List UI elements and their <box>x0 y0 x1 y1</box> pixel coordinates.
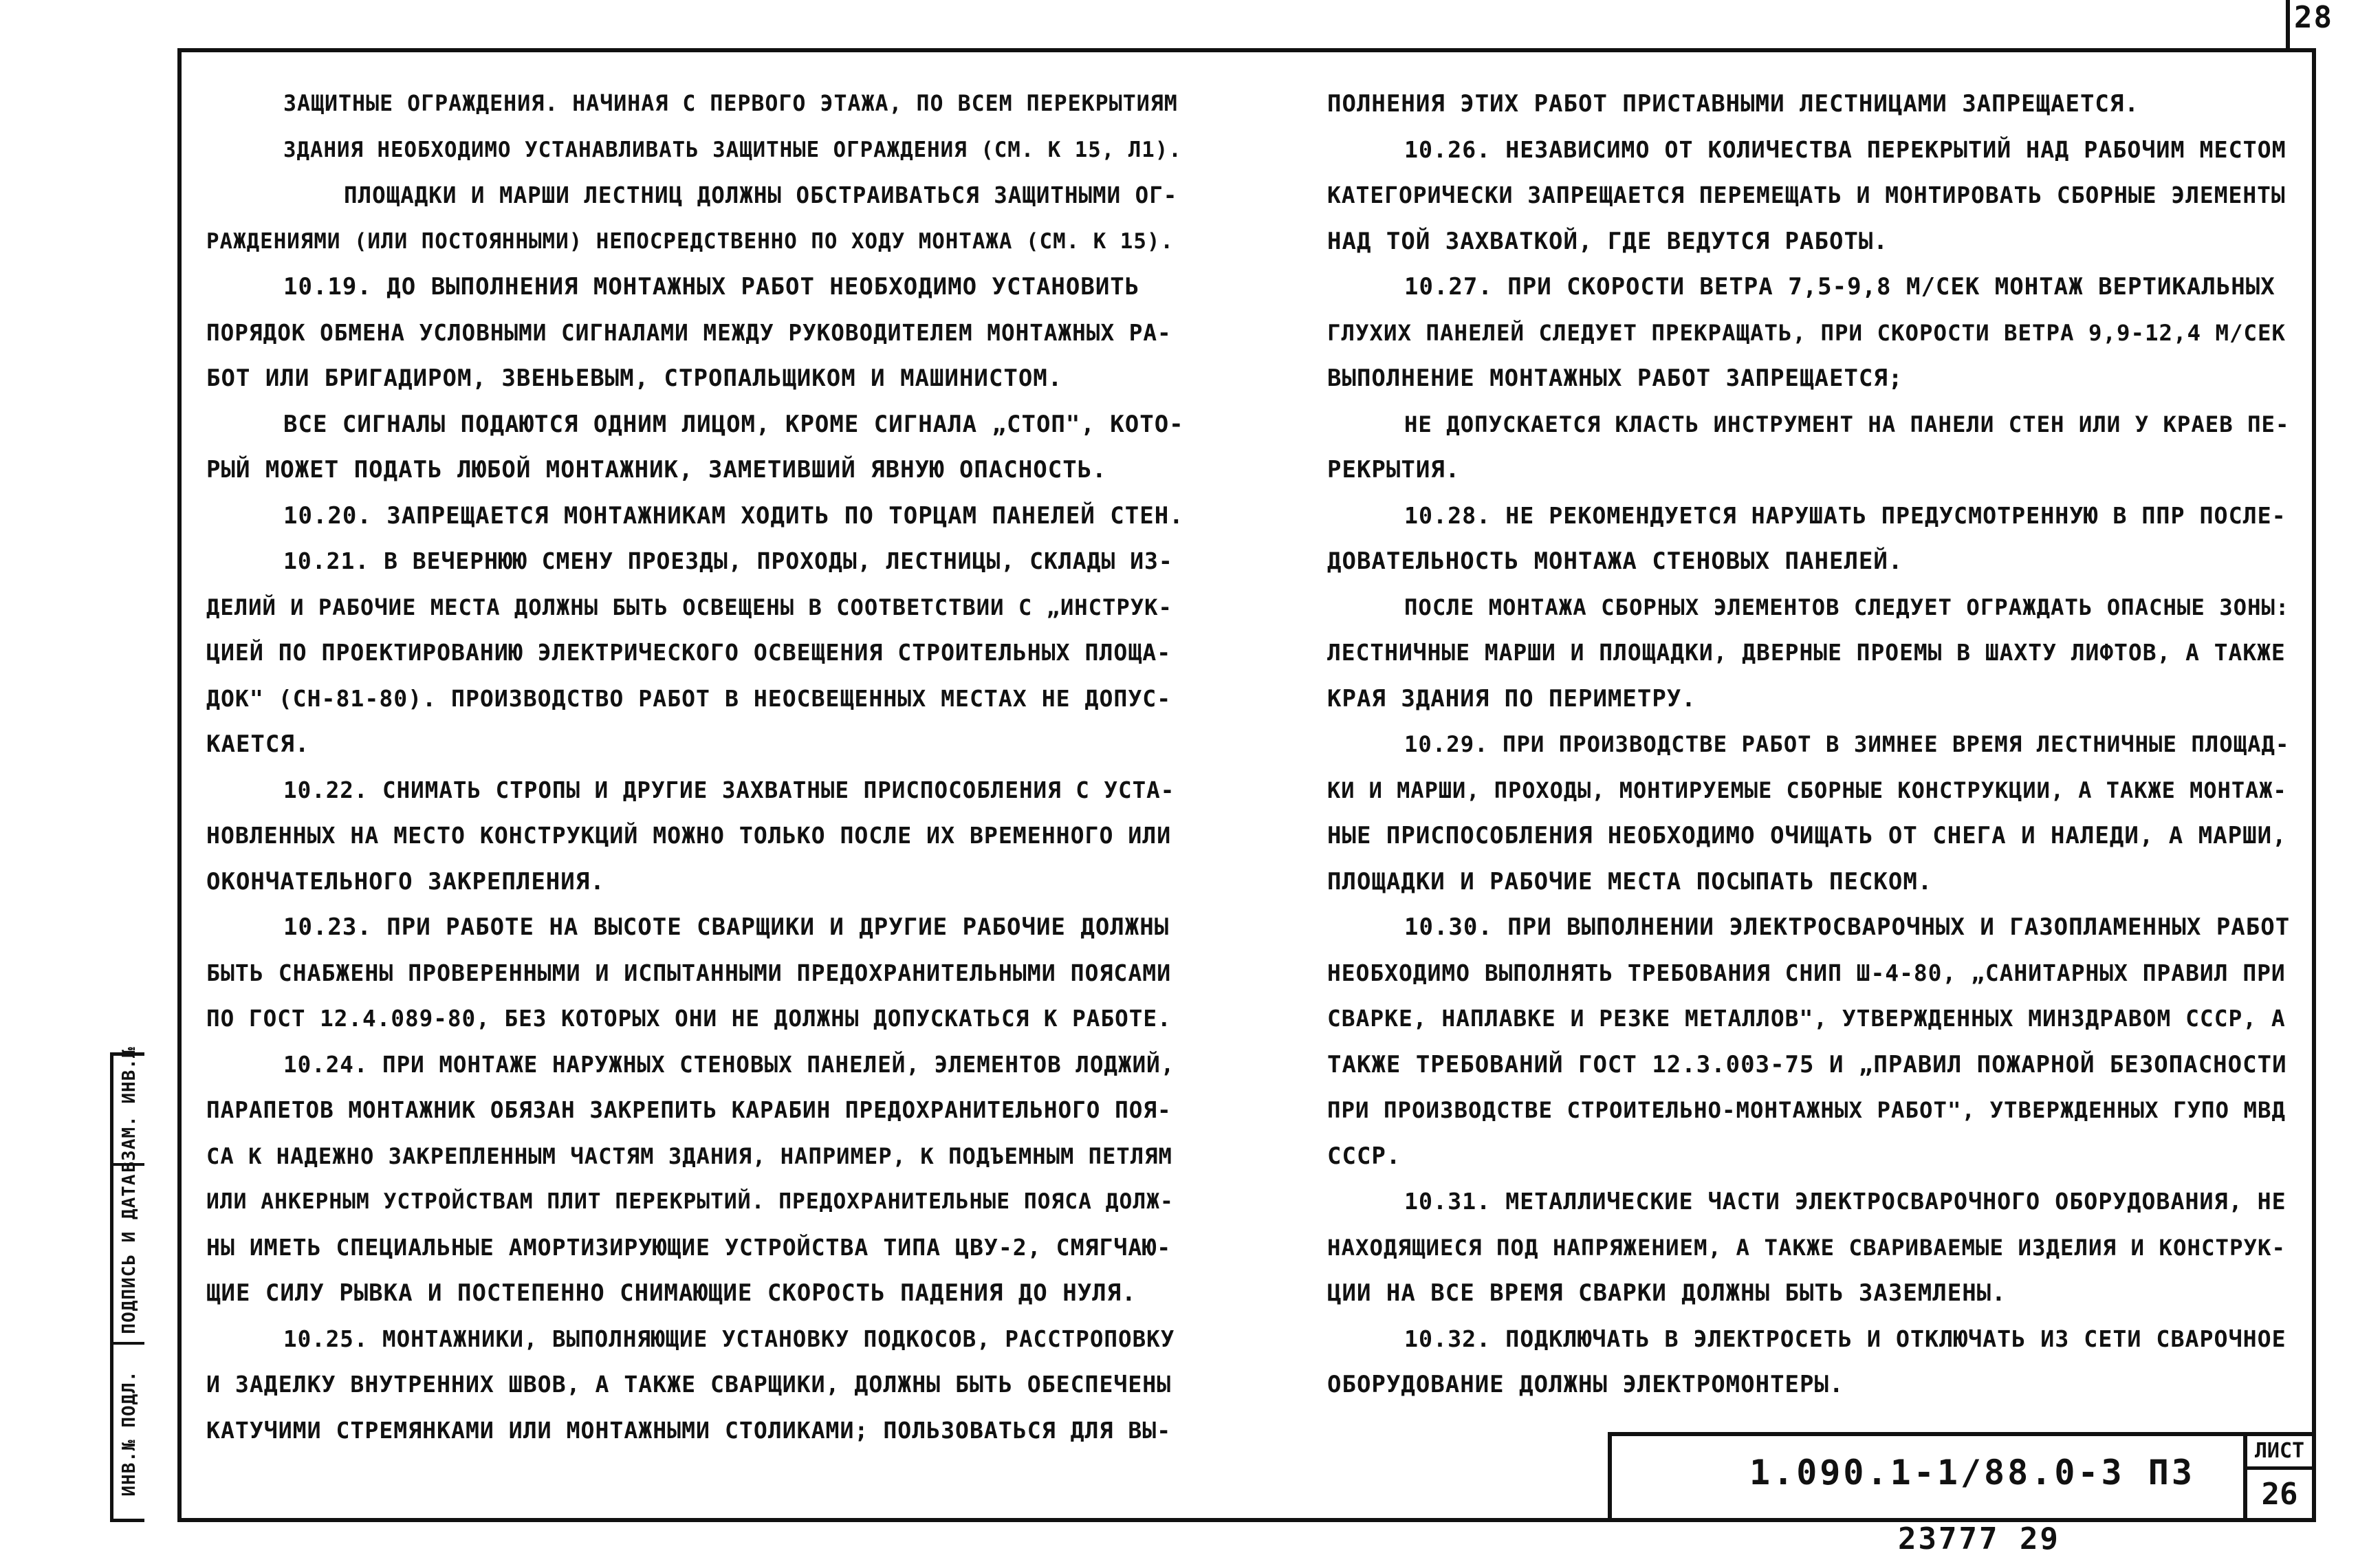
text-line: КАТЕГОРИЧЕСКИ ЗАПРЕЩАЕТСЯ ПЕРЕМЕЩАТЬ И МОНТИРОВАТЬ СБОРНЫЕ ЭЛЕМЕНТЫ <box>1327 182 2286 208</box>
text-line: НЫЕ ПРИСПОСОБЛЕНИЯ НЕОБХОДИМО ОЧИЩАТЬ ОТ СНЕГА И НАЛЕДИ, А МАРШИ, <box>1327 822 2287 849</box>
side-cell-inventory-label: ИНВ.№ ПОДЛ. <box>118 1370 140 1497</box>
text-line: ПОРЯДОК ОБМЕНА УСЛОВНЫМИ СИГНАЛАМИ МЕЖДУ РУКОВОДИТЕЛЕМ МОНТАЖНЫХ РА- <box>206 319 1172 346</box>
text-line: ОБОРУДОВАНИЕ ДОЛЖНЫ ЭЛЕКТРОМОНТЕРЫ. <box>1327 1371 1844 1398</box>
text-line: ВСЕ СИГНАЛЫ ПОДАЮТСЯ ОДНИМ ЛИЦОМ, КРОМЕ СИГНАЛА „СТОП", КОТО- <box>283 410 1184 438</box>
text-line: ПЛОЩАДКИ И РАБОЧИЕ МЕСТА ПОСЫПАТЬ ПЕСКОМ. <box>1327 867 1933 896</box>
text-line: ПРИ ПРОИЗВОДСТВЕ СТРОИТЕЛЬНО-МОНТАЖНЫХ РАБОТ", УТВЕРЖДЕННЫХ ГУПО МВД <box>1327 1097 2286 1123</box>
text-line: ЗДАНИЯ НЕОБХОДИМО УСТАНАВЛИВАТЬ ЗАЩИТНЫЕ ОГРАЖДЕНИЯ (СМ. К 15, Л1). <box>283 137 1182 162</box>
text-line: 10.26. НЕЗАВИСИМО ОТ КОЛИЧЕСТВА ПЕРЕКРЫТИЙ НАД РАБОЧИМ МЕСТОМ <box>1404 135 2286 163</box>
sheet-number: 26 <box>2261 1477 2298 1512</box>
text-line: ВЫПОЛНЕНИЕ МОНТАЖНЫХ РАБОТ ЗАПРЕЩАЕТСЯ; <box>1327 365 1903 392</box>
text-line: СВАРКЕ, НАПЛАВКЕ И РЕЗКЕ МЕТАЛЛОВ", УТВЕРЖДЕННЫХ МИНЗДРАВОМ СССР, А <box>1327 1005 2286 1032</box>
top-page-number: 28 <box>2294 0 2333 35</box>
text-line: ДЕЛИЙ И РАБОЧИЕ МЕСТА ДОЛЖНЫ БЫТЬ ОСВЕЩЕНЫ В СООТВЕТСТВИИ С „ИНСТРУК- <box>206 594 1172 620</box>
right-text-column <box>1327 81 2304 1408</box>
text-line: ДОК" (СН-81-80). ПРОИЗВОДСТВО РАБОТ В НЕОСВЕЩЕННЫХ МЕСТАХ НЕ ДОПУС- <box>206 684 1172 712</box>
text-line: ДОВАТЕЛЬНОСТЬ МОНТАЖА СТЕНОВЫХ ПАНЕЛЕЙ. <box>1327 547 1903 575</box>
side-stamp <box>110 1046 144 1522</box>
sheet-label: ЛИСТ <box>2247 1436 2312 1470</box>
side-cell-inventory <box>113 1345 144 1522</box>
text-line: ЦИИ НА ВСЕ ВРЕМЯ СВАРКИ ДОЛЖНЫ БЫТЬ ЗАЗЕМЛЕНЫ. <box>1327 1279 2007 1307</box>
text-line: НЕ ДОПУСКАЕТСЯ КЛАСТЬ ИНСТРУМЕНТ НА ПАНЕЛИ СТЕН ИЛИ У КРАЕВ ПЕ- <box>1404 411 2290 437</box>
text-line: 10.23. ПРИ РАБОТЕ НА ВЫСОТЕ СВАРЩИКИ И ДРУГИЕ РАБОЧИЕ ДОЛЖНЫ <box>283 913 1170 941</box>
side-cell-replacement-label: ВЗАМ. ИНВ.№ <box>118 1046 140 1173</box>
text-line: 10.27. ПРИ СКОРОСТИ ВЕТРА 7,5-9,8 М/СЕК МОНТАЖ ВЕРТИКАЛЬНЫХ <box>1404 273 2275 301</box>
top-tick <box>2286 0 2290 50</box>
text-line: НЫ ИМЕТЬ СПЕЦИАЛЬНЫЕ АМОРТИЗИРУЮЩИЕ УСТРОЙСТВА ТИПА ЦВУ-2, СМЯГЧАЮ- <box>206 1233 1172 1261</box>
document-code: 1.090.1-1/88.0-3 ПЗ <box>1749 1453 2195 1493</box>
text-line: ОКОНЧАТЕЛЬНОГО ЗАКРЕПЛЕНИЯ. <box>206 867 605 896</box>
text-line: ЦИЕЙ ПО ПРОЕКТИРОВАНИЮ ЭЛЕКТРИЧЕСКОГО ОСВЕЩЕНИЯ СТРОИТЕЛЬНЫХ ПЛОЩА- <box>206 639 1172 666</box>
text-line: 10.24. ПРИ МОНТАЖЕ НАРУЖНЫХ СТЕНОВЫХ ПАНЕЛЕЙ, ЭЛЕМЕНТОВ ЛОДЖИЙ, <box>283 1051 1175 1078</box>
sheet-column <box>2243 1436 2316 1522</box>
text-line: И ЗАДЕЛКУ ВНУТРЕННИХ ШВОВ, А ТАКЖЕ СВАРЩИКИ, ДОЛЖНЫ БЫТЬ ОБЕСПЕЧЕНЫ <box>206 1371 1172 1398</box>
text-line: ПО ГОСТ 12.4.089-80, БЕЗ КОТОРЫХ ОНИ НЕ ДОЛЖНЫ ДОПУСКАТЬСЯ К РАБОТЕ. <box>206 1006 1172 1032</box>
text-line: 10.21. В ВЕЧЕРНЮЮ СМЕНУ ПРОЕЗДЫ, ПРОХОДЫ, ЛЕСТНИЦЫ, СКЛАДЫ ИЗ- <box>283 547 1173 574</box>
archive-number: 23777 29 <box>1898 1521 2060 1556</box>
text-line: НАХОДЯЩИЕСЯ ПОД НАПРЯЖЕНИЕМ, А ТАКЖЕ СВАРИВАЕМЫЕ ИЗДЕЛИЯ И КОНСТРУК- <box>1327 1234 2286 1261</box>
text-line: 10.20. ЗАПРЕЩАЕТСЯ МОНТАЖНИКАМ ХОДИТЬ ПО ТОРЦАМ ПАНЕЛЕЙ СТЕН. <box>283 501 1184 530</box>
text-line: КАЕТСЯ. <box>206 730 310 758</box>
text-line: 10.31. МЕТАЛЛИЧЕСКИЕ ЧАСТИ ЭЛЕКТРОСВАРОЧНОГО ОБОРУДОВАНИЯ, НЕ <box>1404 1188 2286 1215</box>
text-line: 10.25. МОНТАЖНИКИ, ВЫПОЛНЯЮЩИЕ УСТАНОВКУ ПОДКОСОВ, РАССТРОПОВКУ <box>283 1325 1175 1352</box>
text-line: ИЛИ АНКЕРНЫМ УСТРОЙСТВАМ ПЛИТ ПЕРЕКРЫТИЙ. ПРЕДОХРАНИТЕЛЬНЫЕ ПОЯСА ДОЛЖ- <box>206 1189 1174 1214</box>
text-line: ПОСЛЕ МОНТАЖА СБОРНЫХ ЭЛЕМЕНТОВ СЛЕДУЕТ ОГРАЖДАТЬ ОПАСНЫЕ ЗОНЫ: <box>1404 594 2290 620</box>
text-line: ПАРАПЕТОВ МОНТАЖНИК ОБЯЗАН ЗАКРЕПИТЬ КАРАБИН ПРЕДОХРАНИТЕЛЬНОГО ПОЯ- <box>206 1097 1172 1123</box>
text-line: НЕОБХОДИМО ВЫПОЛНЯТЬ ТРЕБОВАНИЯ СНИП Ш-4-80, „САНИТАРНЫХ ПРАВИЛ ПРИ <box>1327 959 2286 986</box>
text-line: СССР. <box>1327 1142 1401 1170</box>
text-line: БЫТЬ СНАБЖЕНЫ ПРОВЕРЕННЫМИ И ИСПЫТАННЫМИ ПРЕДОХРАНИТЕЛЬНЫМИ ПОЯСАМИ <box>206 959 1172 986</box>
text-line: ПОЛНЕНИЯ ЭТИХ РАБОТ ПРИСТАВНЫМИ ЛЕСТНИЦАМИ ЗАПРЕЩАЕТСЯ. <box>1327 90 2139 118</box>
text-line: РЕКРЫТИЯ. <box>1327 456 1461 484</box>
text-line: 10.22. СНИМАТЬ СТРОПЫ И ДРУГИЕ ЗАХВАТНЫЕ ПРИСПОСОБЛЕНИЯ С УСТА- <box>283 777 1175 803</box>
text-line: РАЖДЕНИЯМИ (ИЛИ ПОСТОЯННЫМИ) НЕПОСРЕДСТВЕННО ПО ХОДУ МОНТАЖА (СМ. К 15). <box>206 228 1174 254</box>
text-line: ЩИЕ СИЛУ РЫВКА И ПОСТЕПЕННО СНИМАЮЩИЕ СКОРОСТЬ ПАДЕНИЯ ДО НУЛЯ. <box>206 1279 1137 1307</box>
side-cell-signature-label: ПОДПИСЬ И ДАТА <box>118 1173 140 1334</box>
text-line: ПЛОЩАДКИ И МАРШИ ЛЕСТНИЦ ДОЛЖНЫ ОБСТРАИВАТЬСЯ ЗАЩИТНЫМИ ОГ- <box>344 182 1178 208</box>
text-line: КИ И МАРШИ, ПРОХОДЫ, МОНТИРУЕМЫЕ СБОРНЫЕ КОНСТРУКЦИИ, А ТАКЖЕ МОНТАЖ- <box>1327 777 2287 803</box>
text-line: ЛЕСТНИЧНЫЕ МАРШИ И ПЛОЩАДКИ, ДВЕРНЫЕ ПРОЕМЫ В ШАХТУ ЛИФТОВ, А ТАКЖЕ <box>1327 639 2286 666</box>
text-line: ЗАЩИТНЫЕ ОГРАЖДЕНИЯ. НАЧИНАЯ С ПЕРВОГО ЭТАЖА, ПО ВСЕМ ПЕРЕКРЫТИЯМ <box>283 91 1178 116</box>
text-line: РЫЙ МОЖЕТ ПОДАТЬ ЛЮБОЙ МОНТАЖНИК, ЗАМЕТИВШИЙ ЯВНУЮ ОПАСНОСТЬ. <box>206 456 1107 484</box>
text-line: 10.19. ДО ВЫПОЛНЕНИЯ МОНТАЖНЫХ РАБОТ НЕОБХОДИМО УСТАНОВИТЬ <box>283 273 1140 301</box>
text-line: КАТУЧИМИ СТРЕМЯНКАМИ ИЛИ МОНТАЖНЫМИ СТОЛИКАМИ; ПОЛЬЗОВАТЬСЯ ДЛЯ ВЫ- <box>206 1416 1172 1444</box>
left-text-column <box>206 81 1190 1453</box>
text-line: СА К НАДЕЖНО ЗАКРЕПЛЕННЫМ ЧАСТЯМ ЗДАНИЯ, НАПРИМЕР, К ПОДЪЕМНЫМ ПЕТЛЯМ <box>206 1142 1172 1169</box>
text-line: НАД ТОЙ ЗАХВАТКОЙ, ГДЕ ВЕДУТСЯ РАБОТЫ. <box>1327 227 1888 255</box>
text-line: БОТ ИЛИ БРИГАДИРОМ, ЗВЕНЬЕВЫМ, СТРОПАЛЬЩИКОМ И МАШИНИСТОМ. <box>206 365 1063 392</box>
text-line: ГЛУХИХ ПАНЕЛЕЙ СЛЕДУЕТ ПРЕКРАЩАТЬ, ПРИ СКОРОСТИ ВЕТРА 9,9-12,4 М/СЕК <box>1327 319 2286 346</box>
text-line: 10.28. НЕ РЕКОМЕНДУЕТСЯ НАРУШАТЬ ПРЕДУСМОТРЕННУЮ В ППР ПОСЛЕ- <box>1404 501 2286 529</box>
text-line: ТАКЖЕ ТРЕБОВАНИЙ ГОСТ 12.3.003-75 И „ПРАВИЛ ПОЖАРНОЙ БЕЗОПАСНОСТИ <box>1327 1050 2287 1078</box>
title-block <box>1608 1432 2316 1522</box>
text-line: 10.29. ПРИ ПРОИЗВОДСТВЕ РАБОТ В ЗИМНЕЕ ВРЕМЯ ЛЕСТНИЧНЫЕ ПЛОЩАД- <box>1404 731 2290 757</box>
text-line: НОВЛЕННЫХ НА МЕСТО КОНСТРУКЦИЙ МОЖНО ТОЛЬКО ПОСЛЕ ИХ ВРЕМЕННОГО ИЛИ <box>206 822 1172 849</box>
text-line: 10.30. ПРИ ВЫПОЛНЕНИИ ЭЛЕКТРОСВАРОЧНЫХ И ГАЗОПЛАМЕННЫХ РАБОТ <box>1404 913 2291 941</box>
text-line: КРАЯ ЗДАНИЯ ПО ПЕРИМЕТРУ. <box>1327 684 1696 713</box>
side-cell-replacement <box>113 1046 144 1173</box>
text-line: 10.32. ПОДКЛЮЧАТЬ В ЭЛЕКТРОСЕТЬ И ОТКЛЮЧАТЬ ИЗ СЕТИ СВАРОЧНОЕ <box>1404 1325 2286 1352</box>
side-cell-signature <box>113 1166 144 1345</box>
